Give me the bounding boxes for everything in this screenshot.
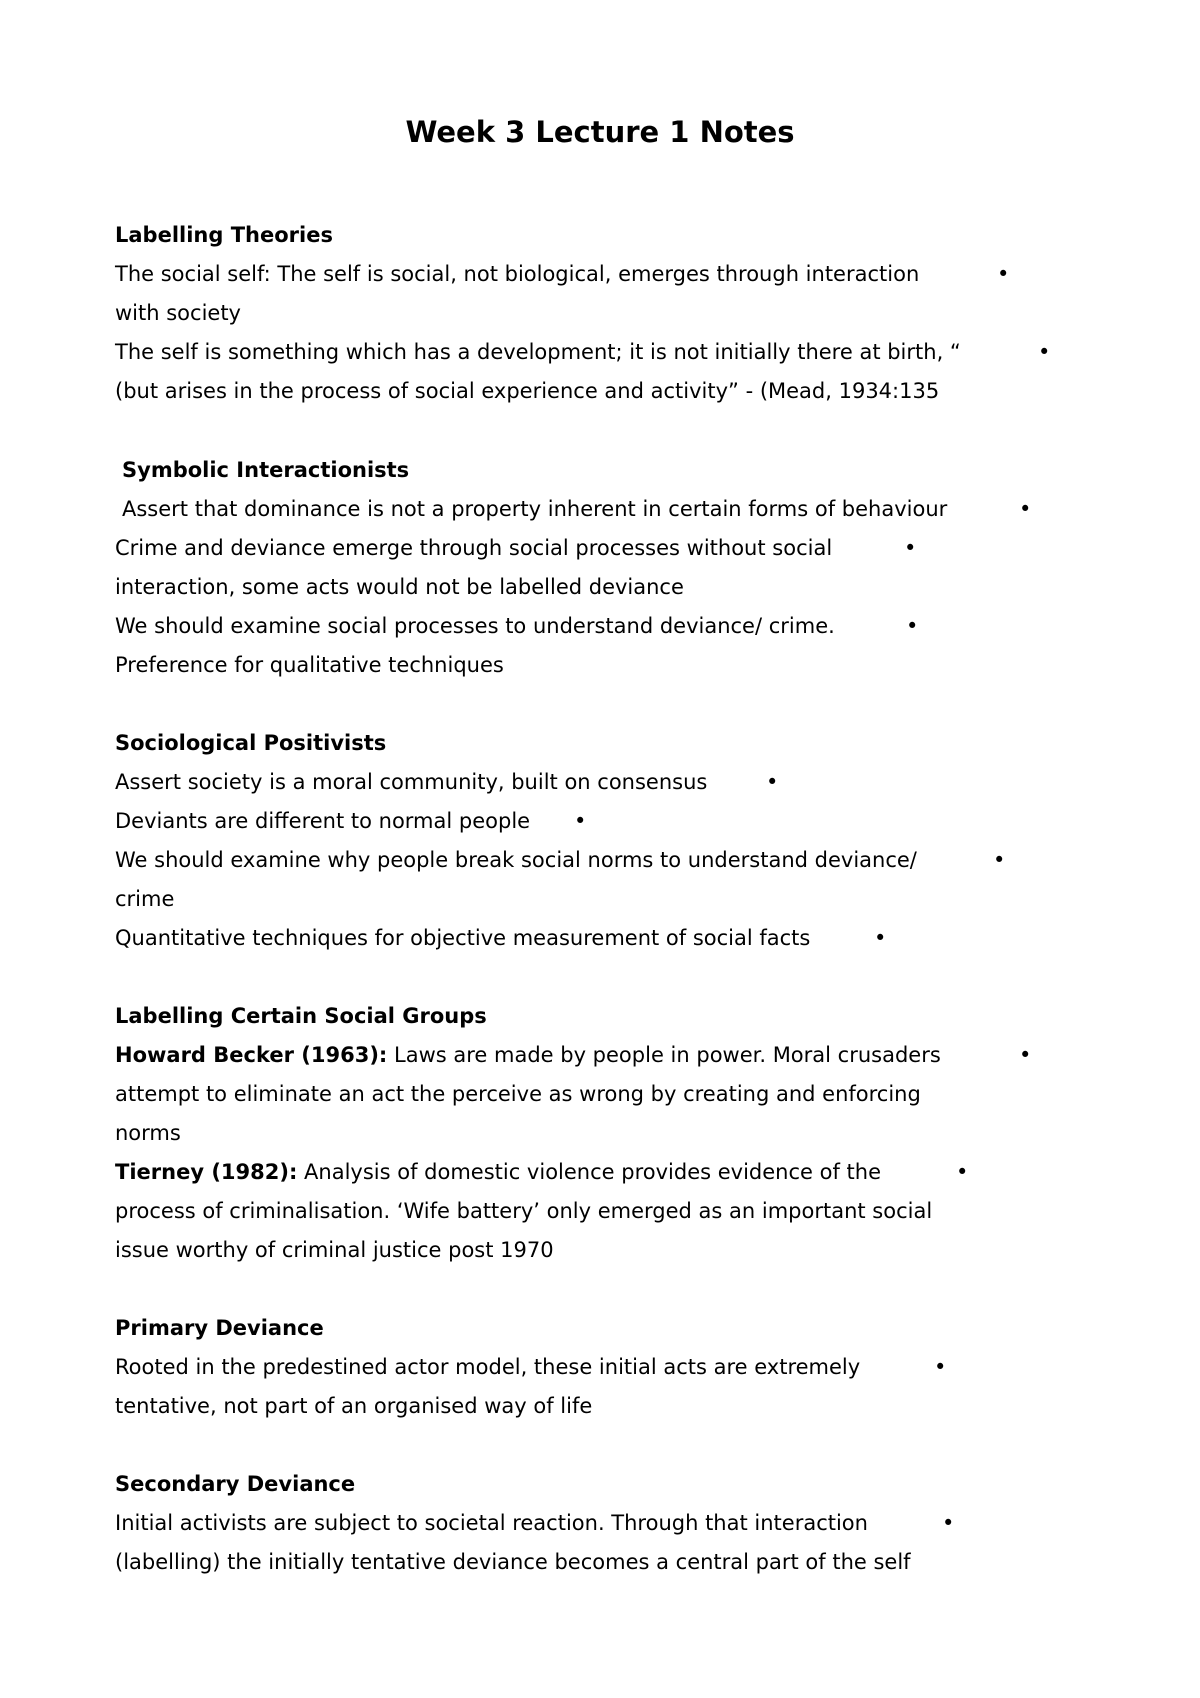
paragraph-line: Quantitative techniques for objective measurement of social facts bbox=[115, 926, 811, 950]
citation-tierney: Tierney (1982): bbox=[115, 1160, 298, 1184]
bullet-icon: • bbox=[874, 926, 887, 950]
citation-becker: Howard Becker (1963): bbox=[115, 1043, 388, 1067]
paragraph-line: issue worthy of criminal justice post 1970 bbox=[115, 1238, 554, 1262]
bullet-icon: • bbox=[956, 1160, 969, 1184]
bullet-icon: • bbox=[942, 1511, 955, 1535]
bullet-icon: • bbox=[993, 848, 1006, 872]
paragraph-line: The self is something which has a development; it is not initially there at birth, “ bbox=[115, 340, 961, 364]
paragraph-line: interaction, some acts would not be labelled deviance bbox=[115, 575, 684, 599]
bullet-icon: • bbox=[574, 809, 587, 833]
paragraph-text: Laws are made by people in power. Moral crusaders bbox=[387, 1043, 941, 1067]
section-heading-symbolic-interactionists: Symbolic Interactionists bbox=[122, 458, 410, 482]
paragraph-line: Assert society is a moral community, built on consensus bbox=[115, 770, 708, 794]
paragraph-line: tentative, not part of an organised way of life bbox=[115, 1394, 593, 1418]
section-heading-labelling-theories: Labelling Theories bbox=[115, 223, 333, 247]
paragraph-line: (labelling) the initially tentative deviance becomes a central part of the self bbox=[115, 1550, 911, 1574]
section-heading-sociological-positivists: Sociological Positivists bbox=[115, 731, 387, 755]
bullet-icon: • bbox=[997, 262, 1010, 286]
paragraph-line: We should examine social processes to understand deviance/ crime. bbox=[115, 614, 835, 638]
paragraph-line: with society bbox=[115, 301, 241, 325]
paragraph-line: The social self: The self is social, not biological, emerges through interaction bbox=[115, 262, 920, 286]
paragraph-line: Crime and deviance emerge through social processes without social bbox=[115, 536, 833, 560]
paragraph-line: Deviants are different to normal people bbox=[115, 809, 531, 833]
bullet-icon: • bbox=[1038, 340, 1051, 364]
section-heading-primary-deviance: Primary Deviance bbox=[115, 1316, 324, 1340]
paragraph-line: norms bbox=[115, 1121, 181, 1145]
paragraph-line: We should examine why people break social norms to understand deviance/ bbox=[115, 848, 917, 872]
bullet-icon: • bbox=[906, 614, 919, 638]
bullet-icon: • bbox=[934, 1355, 947, 1379]
page-title: Week 3 Lecture 1 Notes bbox=[405, 115, 795, 149]
paragraph-line: Rooted in the predestined actor model, these initial acts are extremely bbox=[115, 1355, 861, 1379]
bullet-icon: • bbox=[1019, 1043, 1032, 1067]
section-heading-secondary-deviance: Secondary Deviance bbox=[115, 1472, 356, 1496]
paragraph-line: process of criminalisation. ‘Wife battery’ only emerged as an important social bbox=[115, 1199, 933, 1223]
paragraph-line: crime bbox=[115, 887, 175, 911]
paragraph-line: (but arises in the process of social experience and activity” - (Mead, 1934:135 bbox=[115, 379, 940, 403]
paragraph-line: Preference for qualitative techniques bbox=[115, 653, 504, 677]
paragraph-line bbox=[115, 1040, 941, 1070]
bullet-icon: • bbox=[1019, 497, 1032, 521]
paragraph-line: Initial activists are subject to societal reaction. Through that interaction bbox=[115, 1511, 868, 1535]
paragraph-line: attempt to eliminate an act the perceive as wrong by creating and enforcing bbox=[115, 1082, 921, 1106]
bullet-icon: • bbox=[766, 770, 779, 794]
paragraph-text: Analysis of domestic violence provides evidence of the bbox=[297, 1160, 881, 1184]
paragraph-line bbox=[115, 1157, 881, 1187]
paragraph-line: Assert that dominance is not a property inherent in certain forms of behaviour bbox=[122, 497, 948, 521]
section-heading-labelling-certain-social-groups: Labelling Certain Social Groups bbox=[115, 1004, 487, 1028]
bullet-icon: • bbox=[904, 536, 917, 560]
